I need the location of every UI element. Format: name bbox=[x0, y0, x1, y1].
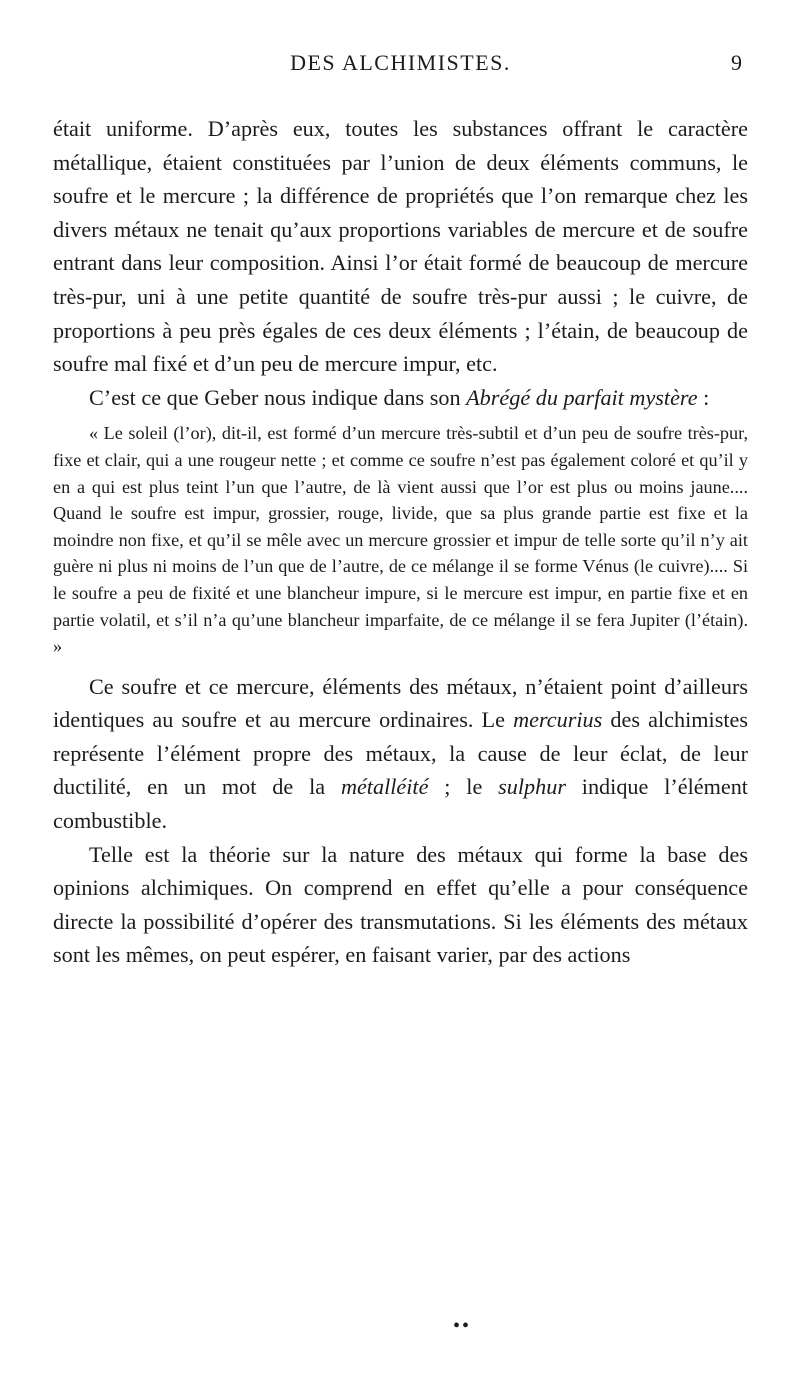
paragraph-3-text-a: Ce soufre et ce mercure, éléments des métaux, n’étaient point d’ailleurs identiques au soufre et au mercure ordinaires. Le bbox=[53, 673, 748, 733]
book-title-italic: Abrégé du parfait mystère bbox=[466, 384, 698, 410]
paragraph-1-text: était uniforme. D’après eux, toutes les substances offrant le caractère métallique, étaient constituées par l’union de deux éléments communs, le soufre et le mercure ; la différence de propriétés que l’on remarque chez les divers métaux ne tenait qu’aux proportions variables de mercure et de soufre entrant dans leur composition. Ainsi l’or était formé de beaucoup de mercure très-pur, uni à une petite quantité de soufre très-pur aussi ; le cuivre, de proportions à peu près égales de ces deux éléments ; l’étain, de beaucoup de soufre mal fixé et d’un peu de mercure impur, etc. bbox=[53, 116, 748, 377]
paragraph-1 bbox=[53, 112, 748, 381]
page-number: 9 bbox=[731, 50, 742, 75]
italic-sulphur: sulphur bbox=[498, 774, 566, 800]
paragraph-4 bbox=[53, 838, 748, 972]
italic-metalleite: métalléité bbox=[340, 774, 429, 800]
paragraph-3-text-c: ; le bbox=[428, 774, 499, 800]
running-header bbox=[53, 50, 748, 90]
paragraph-3-text-d: indique l’élément combustible. bbox=[53, 774, 748, 834]
signature-mark: •• bbox=[453, 1315, 472, 1337]
paragraph-3 bbox=[53, 670, 748, 838]
paragraph-4-text: Telle est la théorie sur la nature des métaux qui forme la base des opinions alchimiques. On comprend en effet qu’elle a pour conséquence directe la possibilité d’opérer des transmutations. Si les éléments des métaux sont les mêmes, on peut espérer, en faisant varier, par des actions bbox=[53, 841, 748, 968]
quote-text: « Le soleil (l’or), dit-il, est formé d’un mercure très-subtil et d’un peu de soufre très-pur, fixe et clair, qui a une rougeur nette ; et comme ce soufre n’est pas également coloré et qu’il y en a qui est plus teint l’un que l’autre, de là vient aussi que l’or est plus ou moins jaune.... Quand le soufre est impur, grossier, rouge, livide, que sa plus grande partie est fixe et la moindre non fixe, et qu’il se mêle avec un mercure grossier et impur de telle sorte qu’il n’y ait guère ni plus ni moins de l’un que de l’autre, de ce mélange il se forme Vénus (le cuivre).... Si le soufre a peu de fixité et une blancheur impure, si le mercure est impur, en partie fixe et en partie volatil, et s’il n’a qu’une blancheur imparfaite, de ce mélange il se fera Jupiter (l’étain). » bbox=[53, 423, 748, 657]
book-page bbox=[53, 0, 748, 972]
running-title: DES ALCHIMISTES. bbox=[290, 50, 511, 75]
geber-quote bbox=[53, 420, 748, 659]
italic-mercurius: mercurius bbox=[513, 707, 603, 733]
paragraph-2 bbox=[53, 381, 748, 415]
paragraph-2-text-b: : bbox=[697, 384, 710, 410]
paragraph-2-text-a: C’est ce que Geber nous indique dans son bbox=[89, 384, 467, 410]
paragraph-3-text-b: des alchimistes représente l’élément propre des métaux, la cause de leur éclat, de leur ductilité, en un mot de la bbox=[53, 707, 748, 800]
